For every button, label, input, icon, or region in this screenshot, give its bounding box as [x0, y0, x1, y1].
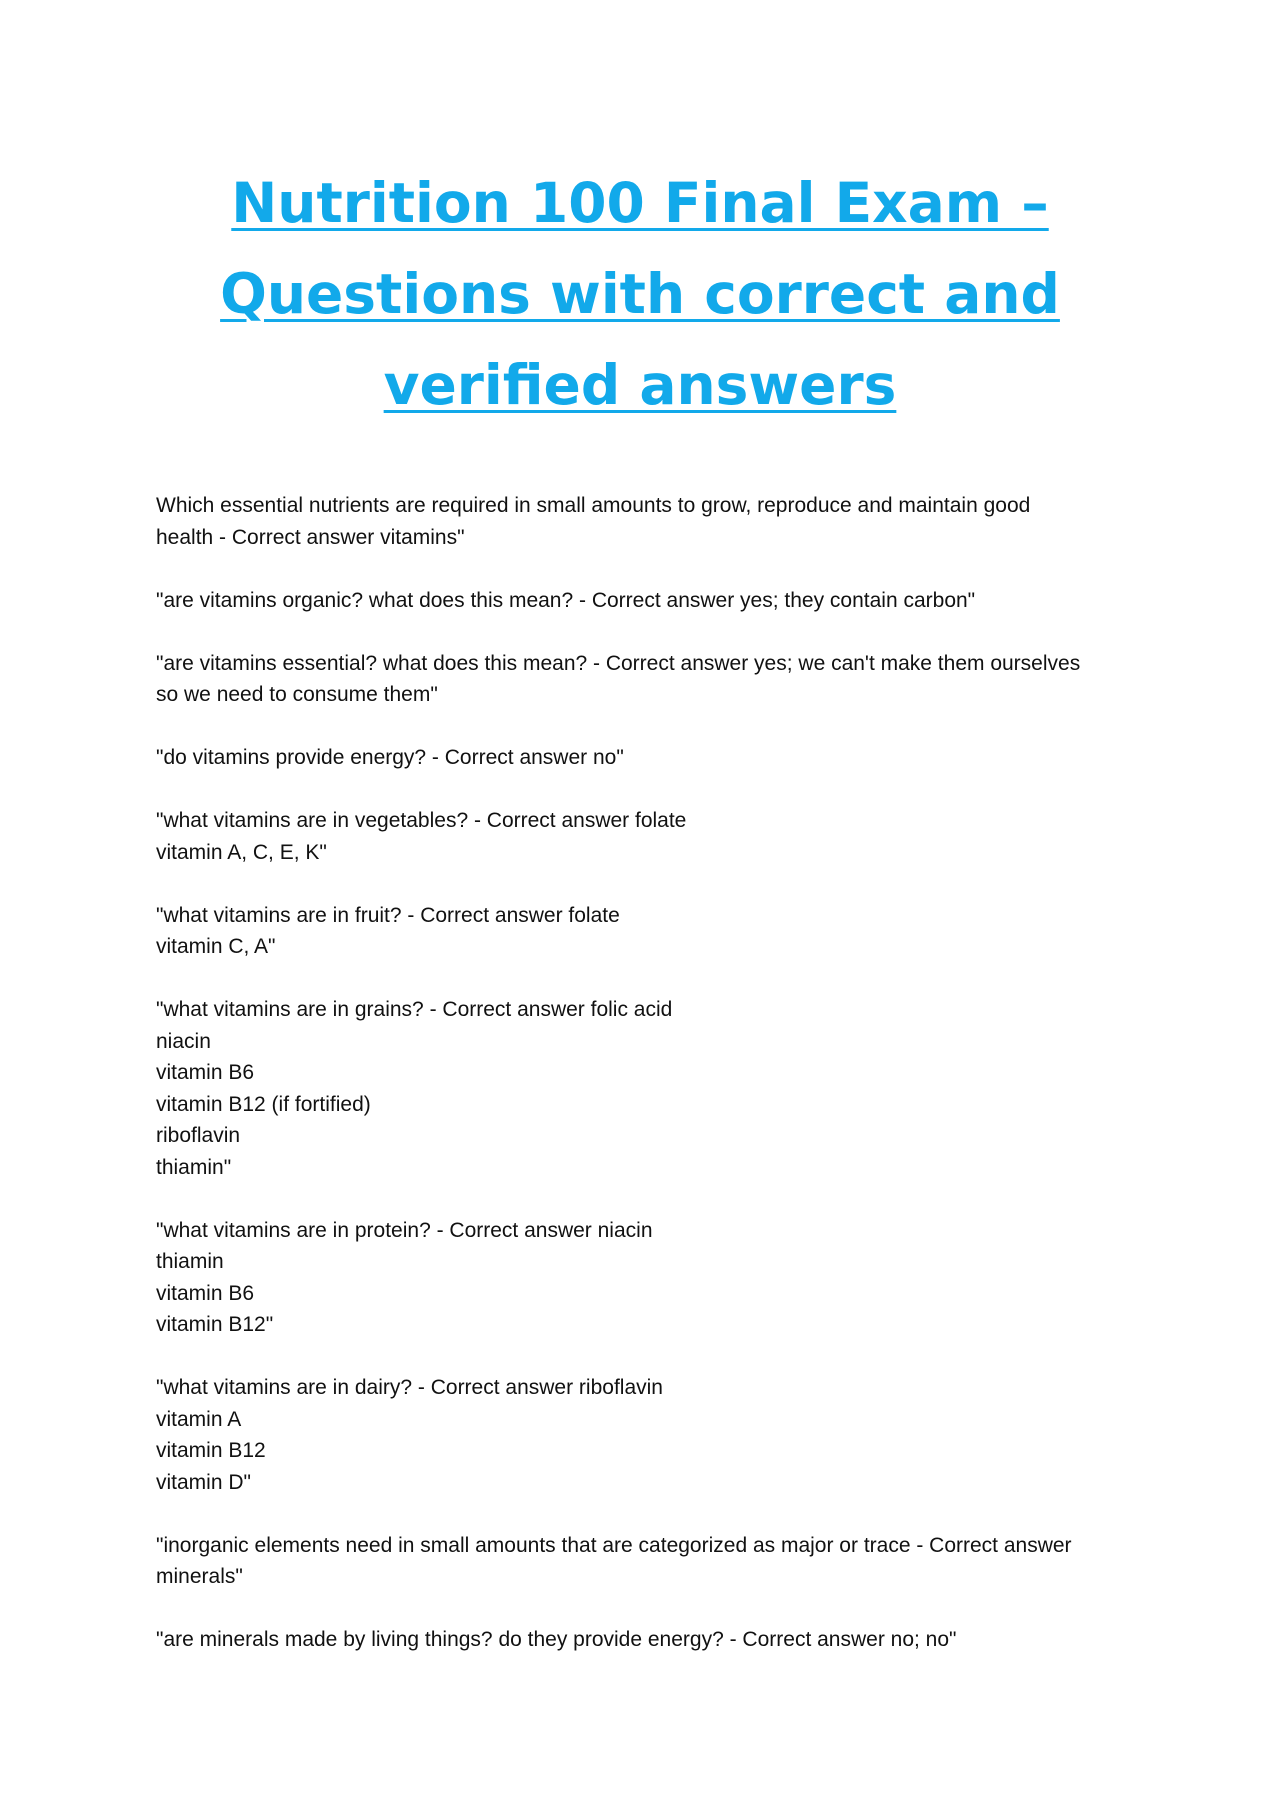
title-line [160, 158, 1120, 249]
qa-item [156, 994, 1136, 1183]
qa-line: niacin [156, 1029, 211, 1053]
title-line-text: Questions with correct and [220, 262, 1060, 326]
qa-line: vitamin A, C, E, K" [156, 840, 327, 864]
qa-line: vitamin B6 [156, 1061, 255, 1084]
document-title [160, 158, 1120, 431]
qa-line: vitamin C, A" [156, 935, 276, 958]
qa-line: vitamin B6 [156, 1281, 255, 1305]
qa-line: "do vitamins provide energy? - Correct answer no" [156, 746, 624, 769]
qa-line: vitamin A [156, 1407, 242, 1431]
qa-item [156, 490, 1136, 553]
qa-line: thiamin [156, 1250, 224, 1273]
qa-line: "what vitamins are in protein? - Correct answer niacin [156, 1218, 653, 1242]
qa-line: "inorganic elements need in small amounts that are categorized as major or trace - Correct answer [156, 1533, 1072, 1557]
title-line [160, 340, 1120, 431]
qa-item [156, 648, 1136, 711]
qa-item [156, 900, 1136, 963]
qa-line: Which essential nutrients are required in small amounts to grow, reproduce and maintain good [156, 494, 1031, 517]
qa-item [156, 1624, 1136, 1656]
qa-line: "what vitamins are in dairy? - Correct answer riboflavin [156, 1376, 663, 1399]
qa-line: "what vitamins are in fruit? - Correct answer folate [156, 903, 620, 927]
qa-item [156, 805, 1136, 868]
qa-line: vitamin B12 [156, 1439, 266, 1462]
qa-line: vitamin B12" [156, 1313, 274, 1336]
qa-item [156, 1372, 1136, 1498]
qa-item [156, 1215, 1136, 1341]
qa-item [156, 1530, 1136, 1593]
qa-line: "what vitamins are in vegetables? - Correct answer folate [156, 809, 687, 832]
qa-line: thiamin" [156, 1155, 232, 1179]
title-line-text: verified answers [383, 353, 897, 417]
qa-line: health - Correct answer vitamins" [156, 525, 465, 549]
qa-line: "are minerals made by living things? do they provide energy? - Correct answer no; no" [156, 1628, 957, 1651]
qa-line: "what vitamins are in grains? - Correct answer folic acid [156, 998, 673, 1021]
qa-line: minerals" [156, 1565, 243, 1588]
qa-line: vitamin D" [156, 1470, 251, 1494]
qa-line: "are vitamins organic? what does this mean? - Correct answer yes; they contain carbon" [156, 588, 976, 612]
qa-line: so we need to consume them" [156, 683, 438, 706]
qa-line: "are vitamins essential? what does this mean? - Correct answer yes; we can't make them ourselves [156, 651, 1081, 675]
title-line [160, 249, 1120, 340]
title-line-text: Nutrition 100 Final Exam – [231, 171, 1049, 235]
qa-list [156, 490, 1136, 1687]
qa-item [156, 585, 1136, 617]
qa-line: vitamin B12 (if fortified) [156, 1092, 371, 1116]
qa-item [156, 742, 1136, 774]
qa-line: riboflavin [156, 1124, 241, 1147]
